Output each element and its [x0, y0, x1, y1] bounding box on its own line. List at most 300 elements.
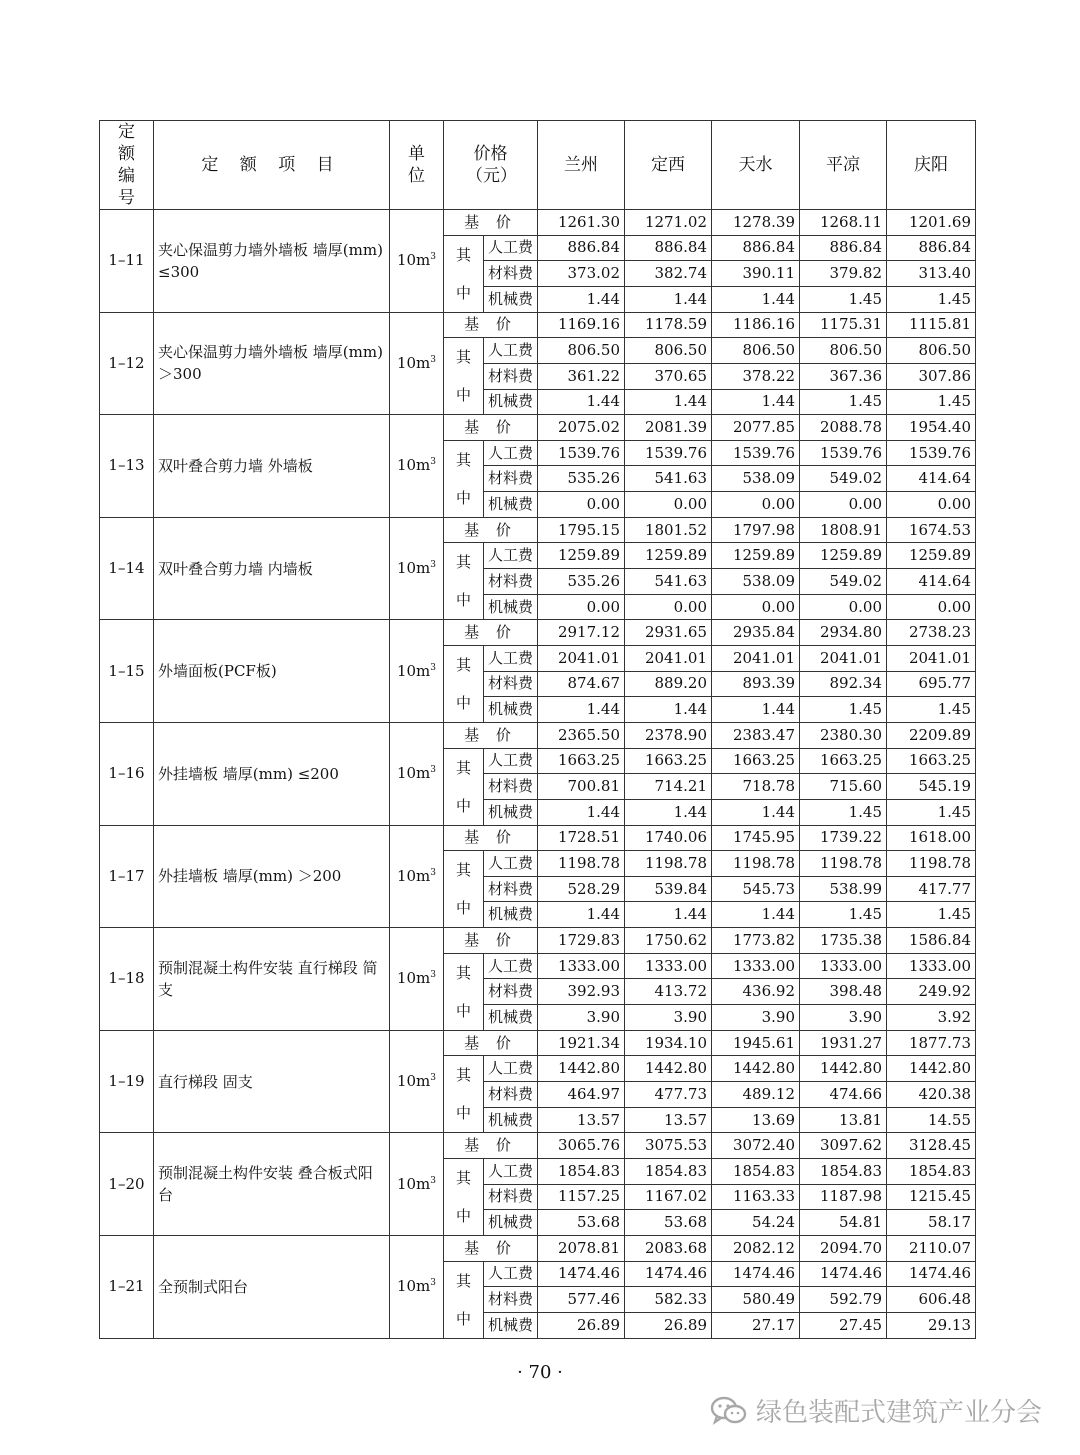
quota-unit: [390, 928, 444, 1031]
material-cost-label: 材料费: [484, 979, 538, 1005]
labor-value: 886.84: [625, 235, 712, 261]
labor-value: 806.50: [625, 338, 712, 364]
breakdown-label-qi: 其: [455, 963, 471, 982]
labor-value: 1539.76: [800, 440, 887, 466]
machine-value: 1.44: [712, 286, 800, 312]
breakdown-label: [444, 1158, 484, 1235]
machine-cost-label: 机械费: [484, 389, 538, 415]
table-row: [100, 1133, 976, 1159]
material-value: 464.97: [538, 1082, 625, 1108]
page-number: · 70 ·: [517, 1362, 563, 1383]
base-value: 2088.78: [800, 415, 887, 441]
material-value: 718.78: [712, 774, 800, 800]
material-value: 1167.02: [625, 1184, 712, 1210]
labor-value: 1333.00: [625, 953, 712, 979]
labor-value: 1333.00: [800, 953, 887, 979]
breakdown-label-zhong: 中: [455, 693, 471, 712]
machine-value: 1.45: [800, 389, 887, 415]
quota-item-name: 外挂墙板 墙厚(mm) ≤200: [154, 722, 390, 825]
base-value: 1934.10: [625, 1030, 712, 1056]
machine-value: 1.45: [800, 286, 887, 312]
header-city: 兰州: [538, 121, 625, 210]
labor-value: 1442.80: [800, 1056, 887, 1082]
material-value: 382.74: [625, 261, 712, 287]
unit-base: 10m: [396, 353, 431, 372]
machine-value: 13.57: [538, 1107, 625, 1133]
machine-value: 0.00: [712, 492, 800, 518]
labor-value: 1442.80: [712, 1056, 800, 1082]
machine-value: 1.45: [800, 902, 887, 928]
quota-unit: [390, 517, 444, 620]
header-city: 平凉: [800, 121, 887, 210]
quota-unit: [390, 415, 444, 518]
base-value: 2365.50: [538, 722, 625, 748]
base-value: 1945.61: [712, 1030, 800, 1056]
base-value: 1175.31: [800, 312, 887, 338]
base-value: 1739.22: [800, 825, 887, 851]
breakdown-label: [444, 645, 484, 722]
material-cost-label: 材料费: [484, 1082, 538, 1108]
breakdown-label-zhong: 中: [455, 1309, 471, 1328]
base-value: 1586.84: [887, 928, 976, 954]
base-price-label: 基 价: [444, 1235, 538, 1261]
machine-value: 0.00: [625, 594, 712, 620]
breakdown-label-qi: 其: [455, 553, 471, 572]
base-value: 1271.02: [625, 210, 712, 236]
labor-value: 1474.46: [712, 1261, 800, 1287]
breakdown-label-zhong: 中: [455, 591, 471, 610]
material-value: 361.22: [538, 363, 625, 389]
breakdown-label-zhong: 中: [455, 1206, 471, 1225]
base-price-label: 基 价: [444, 517, 538, 543]
machine-value: 1.44: [538, 286, 625, 312]
material-cost-label: 材料费: [484, 774, 538, 800]
labor-cost-label: 人工费: [484, 851, 538, 877]
breakdown-label-zhong: 中: [455, 796, 471, 815]
material-value: 1215.45: [887, 1184, 976, 1210]
machine-value: 1.44: [538, 902, 625, 928]
unit-base: 10m: [396, 969, 431, 988]
unit-exponent: 3: [430, 970, 437, 981]
labor-value: 1663.25: [712, 748, 800, 774]
labor-cost-label: 人工费: [484, 440, 538, 466]
header-code: 定额编号: [100, 121, 154, 210]
material-value: 307.86: [887, 363, 976, 389]
machine-value: 14.55: [887, 1107, 976, 1133]
machine-value: 1.44: [712, 389, 800, 415]
machine-value: 58.17: [887, 1210, 976, 1236]
quota-item-name: 外挂墙板 墙厚(mm) ＞200: [154, 825, 390, 928]
material-value: 370.65: [625, 363, 712, 389]
wechat-icon: [710, 1396, 748, 1426]
material-value: 545.19: [887, 774, 976, 800]
labor-value: 1854.83: [712, 1158, 800, 1184]
quota-item-name: 全预制式阳台: [154, 1235, 390, 1338]
base-value: 2383.47: [712, 722, 800, 748]
machine-value: 1.44: [712, 902, 800, 928]
machine-value: 54.24: [712, 1210, 800, 1236]
machine-value: 1.45: [887, 389, 976, 415]
base-value: 3128.45: [887, 1133, 976, 1159]
machine-value: 53.68: [538, 1210, 625, 1236]
quota-item-name: 夹心保温剪力墙外墙板 墙厚(mm) ≤300: [154, 210, 390, 313]
machine-value: 26.89: [538, 1312, 625, 1338]
base-value: 1740.06: [625, 825, 712, 851]
base-value: 2378.90: [625, 722, 712, 748]
machine-cost-label: 机械费: [484, 697, 538, 723]
table-row: [100, 825, 976, 851]
labor-cost-label: 人工费: [484, 338, 538, 364]
material-value: 378.22: [712, 363, 800, 389]
labor-value: 1854.83: [625, 1158, 712, 1184]
material-value: 414.64: [887, 466, 976, 492]
machine-value: 3.90: [625, 1005, 712, 1031]
quota-code: 1–19: [100, 1030, 154, 1133]
labor-value: 886.84: [538, 235, 625, 261]
base-price-label: 基 价: [444, 415, 538, 441]
base-value: 1931.27: [800, 1030, 887, 1056]
base-value: 1674.53: [887, 517, 976, 543]
machine-value: 13.57: [625, 1107, 712, 1133]
unit-base: 10m: [396, 661, 431, 680]
unit-base: 10m: [396, 251, 431, 270]
table-row: [100, 517, 976, 543]
breakdown-label: [444, 1261, 484, 1338]
labor-value: 1442.80: [887, 1056, 976, 1082]
machine-value: 1.44: [712, 697, 800, 723]
material-cost-label: 材料费: [484, 466, 538, 492]
labor-value: 1474.46: [625, 1261, 712, 1287]
material-cost-label: 材料费: [484, 876, 538, 902]
machine-value: 13.81: [800, 1107, 887, 1133]
base-price-label: 基 价: [444, 722, 538, 748]
labor-value: 1198.78: [887, 851, 976, 877]
material-value: 545.73: [712, 876, 800, 902]
machine-value: 1.45: [887, 697, 976, 723]
breakdown-label-qi: 其: [455, 245, 471, 264]
material-value: 1187.98: [800, 1184, 887, 1210]
labor-value: 1259.89: [712, 543, 800, 569]
table-row: [100, 312, 976, 338]
machine-value: 53.68: [625, 1210, 712, 1236]
labor-value: 1663.25: [625, 748, 712, 774]
unit-exponent: 3: [430, 457, 437, 468]
material-value: 489.12: [712, 1082, 800, 1108]
base-value: 1921.34: [538, 1030, 625, 1056]
base-value: 1773.82: [712, 928, 800, 954]
base-value: 2083.68: [625, 1235, 712, 1261]
quota-unit: [390, 210, 444, 313]
base-value: 1178.59: [625, 312, 712, 338]
base-value: 2738.23: [887, 620, 976, 646]
table-row: [100, 210, 976, 236]
base-value: 3075.53: [625, 1133, 712, 1159]
base-price-label: 基 价: [444, 312, 538, 338]
quota-code: 1–13: [100, 415, 154, 518]
material-value: 474.66: [800, 1082, 887, 1108]
labor-value: 1198.78: [800, 851, 887, 877]
material-value: 249.92: [887, 979, 976, 1005]
unit-base: 10m: [396, 1072, 431, 1091]
machine-value: 1.44: [625, 799, 712, 825]
machine-value: 1.44: [538, 799, 625, 825]
machine-value: 0.00: [625, 492, 712, 518]
material-value: 549.02: [800, 569, 887, 595]
quota-unit: [390, 1235, 444, 1338]
material-value: 541.63: [625, 569, 712, 595]
breakdown-label-qi: 其: [455, 1168, 471, 1187]
machine-value: 3.90: [712, 1005, 800, 1031]
quota-code: 1–21: [100, 1235, 154, 1338]
base-value: 2934.80: [800, 620, 887, 646]
machine-cost-label: 机械费: [484, 799, 538, 825]
machine-value: 1.45: [800, 799, 887, 825]
material-value: 874.67: [538, 671, 625, 697]
machine-cost-label: 机械费: [484, 902, 538, 928]
quota-item-name: 双叶叠合剪力墙 外墙板: [154, 415, 390, 518]
labor-cost-label: 人工费: [484, 1158, 538, 1184]
table-row: [100, 722, 976, 748]
unit-base: 10m: [396, 764, 431, 783]
machine-value: 1.44: [625, 902, 712, 928]
quota-unit: [390, 312, 444, 415]
breakdown-label-qi: 其: [455, 450, 471, 469]
base-price-label: 基 价: [444, 1030, 538, 1056]
breakdown-label: [444, 748, 484, 825]
unit-exponent: 3: [430, 354, 437, 365]
material-value: 414.64: [887, 569, 976, 595]
base-value: 1201.69: [887, 210, 976, 236]
machine-value: 0.00: [538, 594, 625, 620]
machine-value: 1.45: [800, 697, 887, 723]
machine-cost-label: 机械费: [484, 1005, 538, 1031]
breakdown-label-zhong: 中: [455, 386, 471, 405]
labor-value: 1198.78: [712, 851, 800, 877]
base-value: 2931.65: [625, 620, 712, 646]
base-value: 1728.51: [538, 825, 625, 851]
breakdown-label-zhong: 中: [455, 1001, 471, 1020]
unit-exponent: 3: [430, 765, 437, 776]
table-row: [100, 1235, 976, 1261]
labor-value: 1539.76: [625, 440, 712, 466]
material-value: 392.93: [538, 979, 625, 1005]
machine-cost-label: 机械费: [484, 286, 538, 312]
machine-value: 0.00: [887, 492, 976, 518]
quota-item-name: 夹心保温剪力墙外墙板 墙厚(mm) ＞300: [154, 312, 390, 415]
material-value: 892.34: [800, 671, 887, 697]
labor-cost-label: 人工费: [484, 235, 538, 261]
unit-base: 10m: [396, 1277, 431, 1296]
quota-unit: [390, 825, 444, 928]
breakdown-label: [444, 543, 484, 620]
machine-cost-label: 机械费: [484, 1312, 538, 1338]
header-city: 天水: [712, 121, 800, 210]
machine-value: 1.45: [887, 902, 976, 928]
machine-value: 27.17: [712, 1312, 800, 1338]
base-value: 2917.12: [538, 620, 625, 646]
table-row: [100, 1030, 976, 1056]
quota-item-name: 预制混凝土构件安装 直行梯段 简支: [154, 928, 390, 1031]
base-value: 1261.30: [538, 210, 625, 236]
machine-value: 29.13: [887, 1312, 976, 1338]
breakdown-label: [444, 338, 484, 415]
material-cost-label: 材料费: [484, 363, 538, 389]
header-unit: 单位: [390, 121, 444, 210]
base-price-label: 基 价: [444, 620, 538, 646]
labor-cost-label: 人工费: [484, 543, 538, 569]
quota-unit: [390, 1133, 444, 1236]
machine-value: 0.00: [712, 594, 800, 620]
base-value: 2110.07: [887, 1235, 976, 1261]
base-value: 1278.39: [712, 210, 800, 236]
base-value: 1750.62: [625, 928, 712, 954]
labor-value: 1333.00: [538, 953, 625, 979]
material-value: 539.84: [625, 876, 712, 902]
machine-cost-label: 机械费: [484, 594, 538, 620]
material-cost-label: 材料费: [484, 671, 538, 697]
labor-value: 1854.83: [538, 1158, 625, 1184]
labor-value: 806.50: [712, 338, 800, 364]
breakdown-label: [444, 1056, 484, 1133]
labor-cost-label: 人工费: [484, 1056, 538, 1082]
watermark: [710, 1392, 1042, 1429]
unit-exponent: 3: [430, 662, 437, 673]
material-value: 538.99: [800, 876, 887, 902]
header-price: 价格（元）: [444, 121, 538, 210]
material-value: 373.02: [538, 261, 625, 287]
labor-value: 806.50: [887, 338, 976, 364]
table-row: [100, 928, 976, 954]
machine-value: 0.00: [800, 492, 887, 518]
labor-value: 806.50: [800, 338, 887, 364]
material-value: 889.20: [625, 671, 712, 697]
labor-value: 2041.01: [800, 645, 887, 671]
base-value: 3072.40: [712, 1133, 800, 1159]
labor-value: 2041.01: [712, 645, 800, 671]
breakdown-label-qi: 其: [455, 1066, 471, 1085]
labor-value: 1442.80: [538, 1056, 625, 1082]
base-value: 1268.11: [800, 210, 887, 236]
material-value: 398.48: [800, 979, 887, 1005]
machine-value: 3.90: [538, 1005, 625, 1031]
machine-value: 13.69: [712, 1107, 800, 1133]
table-row: [100, 620, 976, 646]
base-value: 1795.15: [538, 517, 625, 543]
labor-value: 806.50: [538, 338, 625, 364]
labor-value: 1663.25: [800, 748, 887, 774]
material-value: 535.26: [538, 466, 625, 492]
material-value: 577.46: [538, 1287, 625, 1313]
labor-value: 1474.46: [538, 1261, 625, 1287]
labor-value: 1474.46: [887, 1261, 976, 1287]
material-value: 390.11: [712, 261, 800, 287]
labor-value: 886.84: [887, 235, 976, 261]
material-cost-label: 材料费: [484, 1287, 538, 1313]
breakdown-label: [444, 851, 484, 928]
machine-value: 26.89: [625, 1312, 712, 1338]
breakdown-label: [444, 235, 484, 312]
breakdown-label: [444, 440, 484, 517]
labor-value: 886.84: [800, 235, 887, 261]
labor-value: 1539.76: [887, 440, 976, 466]
quota-code: 1–15: [100, 620, 154, 723]
machine-value: 1.44: [538, 389, 625, 415]
material-cost-label: 材料费: [484, 569, 538, 595]
unit-exponent: 3: [430, 1073, 437, 1084]
breakdown-label-zhong: 中: [455, 899, 471, 918]
labor-value: 1854.83: [887, 1158, 976, 1184]
base-value: 3097.62: [800, 1133, 887, 1159]
labor-value: 1442.80: [625, 1056, 712, 1082]
base-price-label: 基 价: [444, 1133, 538, 1159]
machine-value: 1.44: [625, 697, 712, 723]
material-value: 477.73: [625, 1082, 712, 1108]
material-value: 541.63: [625, 466, 712, 492]
quota-code: 1–14: [100, 517, 154, 620]
labor-value: 886.84: [712, 235, 800, 261]
base-value: 2077.85: [712, 415, 800, 441]
base-price-label: 基 价: [444, 928, 538, 954]
material-value: 1157.25: [538, 1184, 625, 1210]
unit-base: 10m: [396, 866, 431, 885]
base-value: 2209.89: [887, 722, 976, 748]
base-value: 1808.91: [800, 517, 887, 543]
base-value: 3065.76: [538, 1133, 625, 1159]
quota-unit: [390, 620, 444, 723]
labor-value: 1259.89: [800, 543, 887, 569]
material-value: 549.02: [800, 466, 887, 492]
base-value: 1745.95: [712, 825, 800, 851]
machine-value: 1.44: [712, 799, 800, 825]
machine-value: 27.45: [800, 1312, 887, 1338]
quota-item-name: 双叶叠合剪力墙 内墙板: [154, 517, 390, 620]
header-city: 定西: [625, 121, 712, 210]
base-value: 1877.73: [887, 1030, 976, 1056]
material-value: 695.77: [887, 671, 976, 697]
material-value: 580.49: [712, 1287, 800, 1313]
labor-value: 2041.01: [887, 645, 976, 671]
machine-cost-label: 机械费: [484, 492, 538, 518]
base-price-label: 基 价: [444, 210, 538, 236]
base-value: 2082.12: [712, 1235, 800, 1261]
base-value: 1169.16: [538, 312, 625, 338]
header-city: 庆阳: [887, 121, 976, 210]
material-value: 592.79: [800, 1287, 887, 1313]
breakdown-label: [444, 953, 484, 1030]
quota-unit: [390, 1030, 444, 1133]
labor-value: 1539.76: [538, 440, 625, 466]
labor-value: 1198.78: [625, 851, 712, 877]
breakdown-label-zhong: 中: [455, 1104, 471, 1123]
material-value: 379.82: [800, 261, 887, 287]
material-cost-label: 材料费: [484, 1184, 538, 1210]
labor-value: 1854.83: [800, 1158, 887, 1184]
machine-value: 0.00: [538, 492, 625, 518]
breakdown-label-qi: 其: [455, 655, 471, 674]
material-value: 893.39: [712, 671, 800, 697]
machine-value: 1.45: [887, 799, 976, 825]
material-cost-label: 材料费: [484, 261, 538, 287]
quota-code: 1–16: [100, 722, 154, 825]
header-item: 定 额 项 目: [154, 121, 390, 210]
base-value: 1954.40: [887, 415, 976, 441]
material-value: 582.33: [625, 1287, 712, 1313]
machine-value: 54.81: [800, 1210, 887, 1236]
quota-code: 1–11: [100, 210, 154, 313]
base-value: 2380.30: [800, 722, 887, 748]
quota-unit: [390, 722, 444, 825]
quota-code: 1–18: [100, 928, 154, 1031]
